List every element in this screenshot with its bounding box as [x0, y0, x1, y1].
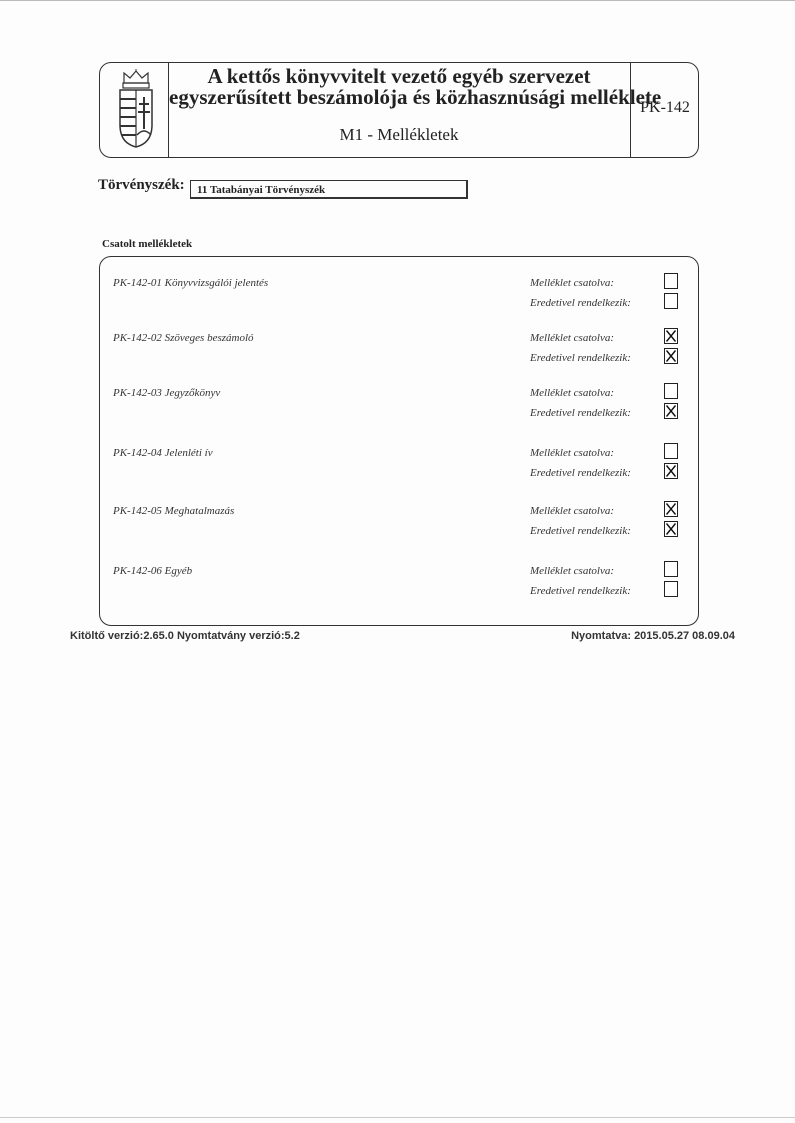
original-label: Eredetivel rendelkezik:: [530, 352, 631, 364]
court-field[interactable]: 11 Tatabányai Törvényszék: [190, 180, 468, 199]
attachment-row: [100, 445, 698, 485]
attached-label: Melléklet csatolva:: [530, 565, 614, 577]
court-label: Törvényszék:: [98, 177, 185, 193]
crest-cell: [100, 63, 169, 157]
form-code-cell: [630, 63, 699, 157]
attachment-name: PK-142-01 Könyvvizsgálói jelentés: [113, 277, 269, 289]
attachment-row: [100, 563, 698, 603]
attached-checkbox[interactable]: [664, 328, 678, 344]
original-checkbox[interactable]: [664, 403, 678, 419]
x-mark-icon: [665, 349, 677, 363]
original-label: Eredetivel rendelkezik:: [530, 407, 631, 419]
scan-edge-bottom: [0, 1117, 795, 1118]
attached-label: Melléklet csatolva:: [530, 447, 614, 459]
x-mark-icon: [665, 404, 677, 418]
attachment-row: [100, 330, 698, 370]
x-mark-icon: [665, 464, 677, 478]
attachment-name: PK-142-03 Jegyzőkönyv: [113, 387, 221, 399]
form-code: PK-142: [640, 99, 690, 116]
attached-checkbox[interactable]: [664, 501, 678, 517]
attached-checkbox[interactable]: [664, 383, 678, 399]
attached-checkbox[interactable]: [664, 443, 678, 459]
title-cell: [169, 63, 662, 157]
attached-checkbox[interactable]: [664, 561, 678, 577]
attachment-row: [100, 503, 698, 543]
original-label: Eredetivel rendelkezik:: [530, 525, 631, 537]
original-checkbox[interactable]: [664, 581, 678, 597]
form-title-line1: A kettős könyvvitelt vezető egyéb szervezet: [207, 64, 591, 88]
original-label: Eredetivel rendelkezik:: [530, 585, 631, 597]
original-checkbox[interactable]: [664, 348, 678, 364]
attached-label: Melléklet csatolva:: [530, 505, 614, 517]
x-mark-icon: [665, 329, 677, 343]
original-checkbox[interactable]: [664, 293, 678, 309]
attachment-name: PK-142-04 Jelenléti ív: [113, 447, 213, 459]
form-header: [99, 62, 699, 158]
attachment-name: PK-142-02 Szöveges beszámoló: [113, 332, 254, 344]
original-label: Eredetivel rendelkezik:: [530, 467, 631, 479]
attachment-name: PK-142-06 Egyéb: [113, 565, 193, 577]
attachment-row: [100, 385, 698, 425]
x-mark-icon: [665, 522, 677, 536]
attachments-section-title: Csatolt mellékletek: [102, 238, 193, 250]
attachments-panel: [99, 256, 699, 626]
footer-printed: Nyomtatva: 2015.05.27 08.09.04: [571, 630, 735, 642]
attachment-name: PK-142-05 Meghatalmazás: [113, 505, 235, 517]
original-checkbox[interactable]: [664, 463, 678, 479]
attached-checkbox[interactable]: [664, 273, 678, 289]
form-title-line2: egyszerűsített beszámolója és közhasznúsági melléklete: [169, 85, 662, 109]
attached-label: Melléklet csatolva:: [530, 332, 614, 344]
scan-edge-top: [0, 0, 795, 1]
form-subtitle: M1 - Mellékletek: [339, 125, 459, 144]
attachment-row: [100, 275, 698, 315]
original-label: Eredetivel rendelkezik:: [530, 297, 631, 309]
footer-version: Kitöltő verzió:2.65.0 Nyomtatvány verzió:5.2: [70, 630, 300, 642]
attached-label: Melléklet csatolva:: [530, 277, 614, 289]
coat-of-arms-icon: [116, 69, 156, 149]
x-mark-icon: [665, 502, 677, 516]
original-checkbox[interactable]: [664, 521, 678, 537]
attached-label: Melléklet csatolva:: [530, 387, 614, 399]
